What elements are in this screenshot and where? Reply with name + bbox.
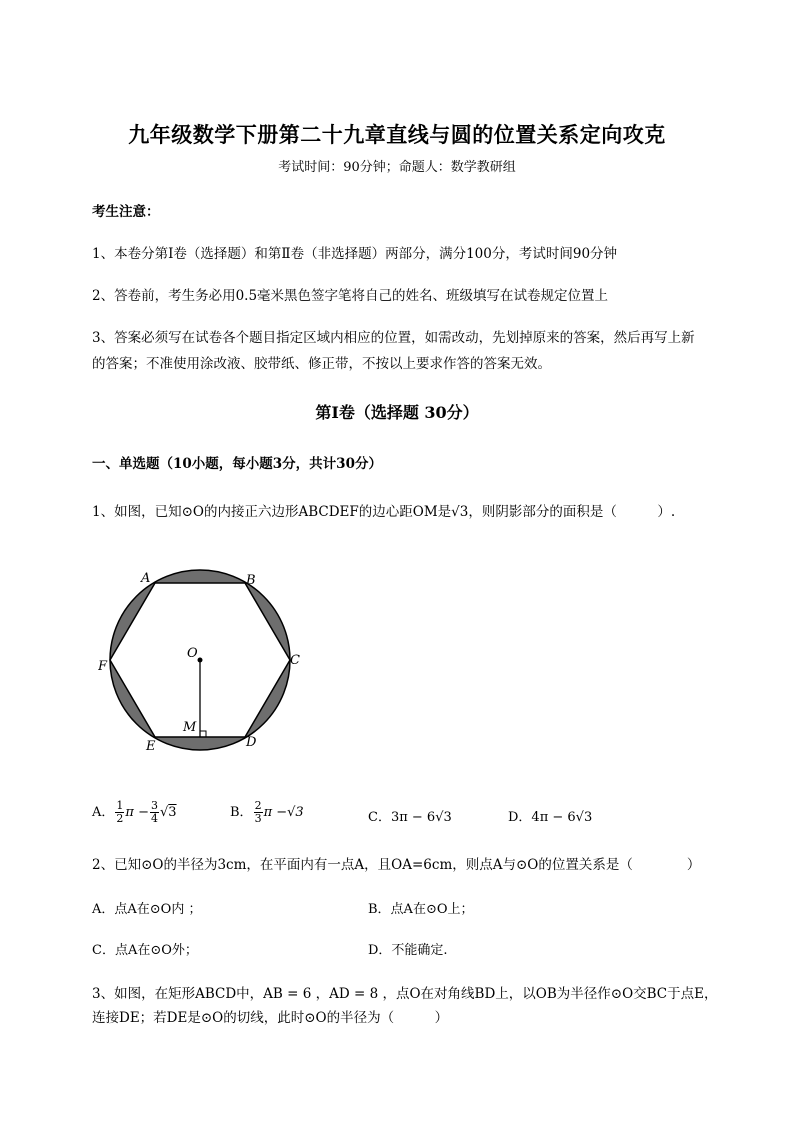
question-3-text-line2: 连接DE；若DE是⊙O的切线，此时⊙O的半径为（ ） [92, 1010, 449, 1026]
label-f: F [98, 659, 108, 674]
q2-option-d[interactable]: D．不能确定. [368, 943, 448, 958]
q2-option-a[interactable]: A．点A在⊙O内 ； [92, 902, 202, 917]
center-point [198, 658, 203, 663]
frac-3-4: $\frac{3}{4}$ [150, 799, 158, 825]
q1-option-a[interactable]: A． $\frac{1}{2}$ π − $\frac{3}{4}$ √3 [92, 799, 177, 825]
part-heading: 一、单选题（10小题，每小题3分，共计30分） [92, 456, 382, 472]
section-title: 第I卷（选择题 30分） [315, 403, 479, 422]
question-3-text-line1: 3、如图，在矩形ABCD中，AB = 6 ，AD = 8 ，点O在对角线BD上，以OB为半径作⊙O交BC于点E， [92, 986, 718, 1002]
hexagon-circle-figure [98, 565, 308, 755]
note-item-3-cont: 的答案；不准使用涂改液、胶带纸、修正带，不按以上要求作答的答案无效。 [92, 356, 551, 372]
label-c: C [290, 653, 300, 668]
q1-option-d[interactable]: D．4π − 6√3 [508, 810, 593, 825]
q1-option-b[interactable]: B． $\frac{2}{3}$ π −√3 [230, 799, 304, 825]
frac-1-2: $\frac{1}{2}$ [116, 799, 124, 825]
label-m: M [183, 720, 197, 735]
note-item-2: 2、答卷前，考生务必用0.5毫米黑色签字笔将自己的姓名、班级填写在试卷规定位置上 [92, 288, 609, 304]
frac-2-3: $\frac{2}{3}$ [254, 799, 262, 825]
q1-option-c[interactable]: C．3π − 6√3 [368, 810, 452, 825]
label-o: O [187, 646, 198, 661]
q2-option-c[interactable]: C．点A在⊙O外； [92, 943, 198, 958]
notes-heading: 考生注意： [92, 204, 160, 220]
note-item-3: 3、答案必须写在试卷各个题目指定区域内相应的位置，如需改动，先划掉原来的答案，然后再写上新 [92, 330, 695, 346]
question-1-text: 1、如图，已知⊙O的内接正六边形ABCDEF的边心距OM是√3，则阴影部分的面积是（ ）. [92, 504, 676, 520]
exam-subtitle: 考试时间：90分钟；命题人：数学教研组 [278, 160, 516, 175]
note-item-1: 1、本卷分第I卷（选择题）和第Ⅱ卷（非选择题）两部分，满分100分，考试时间90分钟 [92, 246, 618, 262]
label-a: A [141, 571, 151, 586]
page-title: 九年级数学下册第二十九章直线与圆的位置关系定向攻克 [128, 122, 666, 147]
q2-option-b[interactable]: B．点A在⊙O上； [368, 902, 474, 917]
label-b: B [246, 573, 256, 588]
label-e: E [146, 739, 156, 754]
label-d: D [246, 735, 257, 750]
question-2-text: 2、已知⊙O的半径为3cm，在平面内有一点A，且OA=6cm，则点A与⊙O的位置关系是（ ） [92, 857, 701, 873]
